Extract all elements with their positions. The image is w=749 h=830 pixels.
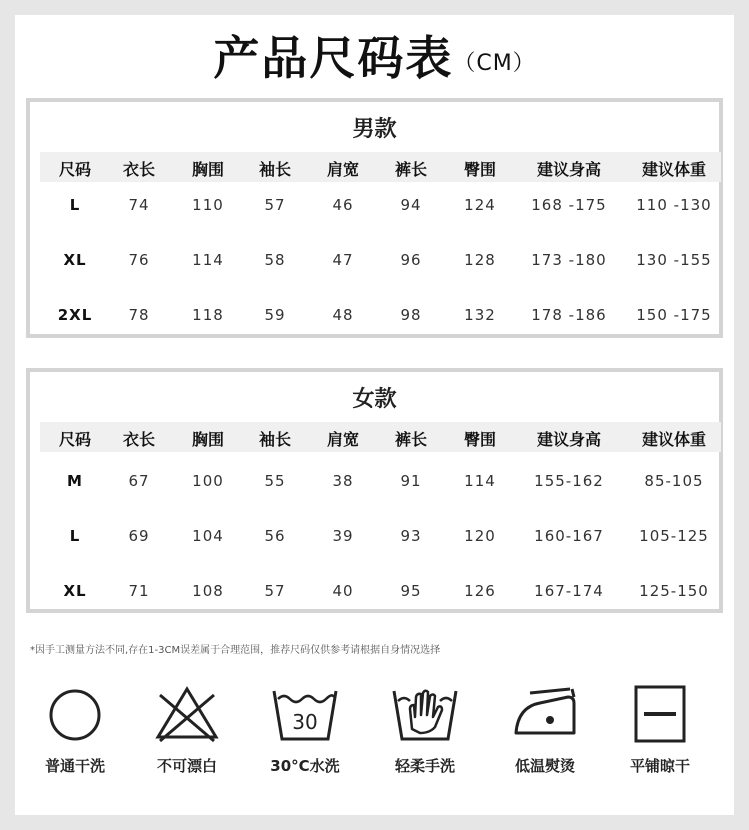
cell-size: M	[67, 472, 83, 490]
cell: 110 -130	[636, 196, 712, 214]
cell: 56	[264, 527, 286, 545]
header-hip: 臀围	[463, 160, 496, 179]
table-row	[40, 466, 721, 496]
table-row	[40, 576, 721, 606]
table-row	[40, 245, 721, 275]
cell-size: L	[69, 527, 81, 545]
cell: 48	[332, 306, 354, 324]
cell: 150 -175	[636, 306, 712, 324]
header-size: 尺码	[58, 160, 91, 179]
hand-wash-icon	[390, 683, 460, 743]
cell: 100	[192, 472, 224, 490]
cell: 40	[332, 582, 354, 600]
cell: 38	[332, 472, 354, 490]
cell: 71	[128, 582, 150, 600]
cell-size: L	[69, 196, 81, 214]
title-text: 产品尺码表	[213, 31, 454, 85]
cell: 59	[264, 306, 286, 324]
men-table-header	[40, 152, 721, 182]
cell: 120	[464, 527, 496, 545]
header-shoulder: 肩宽	[326, 430, 359, 449]
cell-size: 2XL	[57, 306, 93, 324]
header-height: 建议身高	[536, 430, 601, 449]
cell: 132	[464, 306, 496, 324]
header-chest: 胸围	[191, 430, 224, 449]
cell: 160-167	[534, 527, 604, 545]
women-table-header	[40, 422, 721, 452]
cell: 124	[464, 196, 496, 214]
men-table-title: 男款	[352, 117, 397, 142]
care-hand-wash	[370, 683, 480, 793]
header-shoulder: 肩宽	[326, 160, 359, 179]
care-iron-low	[490, 683, 600, 793]
cell: 178 -186	[531, 306, 607, 324]
cell: 94	[400, 196, 422, 214]
cell-size: XL	[63, 582, 87, 600]
cell: 105-125	[639, 527, 709, 545]
wash-30-icon	[270, 683, 340, 743]
cell: 110	[192, 196, 224, 214]
cell: 57	[264, 582, 286, 600]
cell: 47	[332, 251, 354, 269]
cell: 114	[464, 472, 496, 490]
cell: 55	[264, 472, 286, 490]
care-dry-flat	[605, 683, 715, 793]
dry-flat-icon	[630, 683, 690, 743]
cell: 78	[128, 306, 150, 324]
wash-temperature: 30	[292, 710, 318, 734]
cell: 98	[400, 306, 422, 324]
iron-low-icon	[510, 683, 580, 743]
cell: 46	[332, 196, 354, 214]
cell: 67	[128, 472, 150, 490]
table-row	[40, 521, 721, 551]
care-label: 平铺晾干	[629, 757, 690, 775]
care-label: 30°C水洗	[270, 757, 340, 775]
care-label: 轻柔手洗	[394, 757, 455, 775]
circle-icon	[45, 683, 105, 743]
cell: 167-174	[534, 582, 604, 600]
cell: 125-150	[639, 582, 709, 600]
header-height: 建议身高	[536, 160, 601, 179]
care-label: 低温熨烫	[514, 757, 575, 775]
table-row	[40, 300, 721, 330]
title-unit: （CM）	[453, 51, 536, 76]
care-dry-clean	[20, 683, 130, 793]
cell: 114	[192, 251, 224, 269]
cell: 95	[400, 582, 422, 600]
cell: 173 -180	[531, 251, 607, 269]
care-label: 不可漂白	[156, 757, 217, 775]
header-size: 尺码	[58, 430, 91, 449]
header-weight: 建议体重	[641, 430, 706, 449]
cell: 93	[400, 527, 422, 545]
cell: 130 -155	[636, 251, 712, 269]
cell: 128	[464, 251, 496, 269]
women-size-table	[26, 368, 723, 613]
cell: 108	[192, 582, 224, 600]
no-bleach-icon	[152, 683, 222, 743]
cell: 57	[264, 196, 286, 214]
header-pants-length: 裤长	[394, 430, 427, 449]
cell: 155-162	[534, 472, 604, 490]
cell: 91	[400, 472, 422, 490]
table-row	[40, 190, 721, 220]
women-table-title: 女款	[352, 387, 397, 412]
cell: 118	[192, 306, 224, 324]
care-no-bleach	[132, 683, 242, 793]
cell: 104	[192, 527, 224, 545]
cell-size: XL	[63, 251, 87, 269]
header-hip: 臀围	[463, 430, 496, 449]
cell: 126	[464, 582, 496, 600]
cell: 168 -175	[531, 196, 607, 214]
men-size-table	[26, 98, 723, 338]
cell: 69	[128, 527, 150, 545]
care-wash-30	[250, 683, 360, 793]
header-sleeve: 袖长	[258, 160, 291, 179]
header-pants-length: 裤长	[394, 160, 427, 179]
cell: 96	[400, 251, 422, 269]
care-label: 普通干洗	[44, 757, 105, 775]
cell: 58	[264, 251, 286, 269]
page-title	[0, 22, 749, 88]
measurement-note: *因手工测量方法不同,存在1-3CM误差属于合理范围，推荐尺码仅供参考请根据自身情况选择	[30, 645, 441, 656]
header-weight: 建议体重	[641, 160, 706, 179]
header-chest: 胸围	[191, 160, 224, 179]
header-length: 衣长	[122, 160, 155, 179]
header-sleeve: 袖长	[258, 430, 291, 449]
cell: 76	[128, 251, 150, 269]
cell: 74	[128, 196, 150, 214]
header-length: 衣长	[122, 430, 155, 449]
cell: 85-105	[644, 472, 704, 490]
cell: 39	[332, 527, 354, 545]
